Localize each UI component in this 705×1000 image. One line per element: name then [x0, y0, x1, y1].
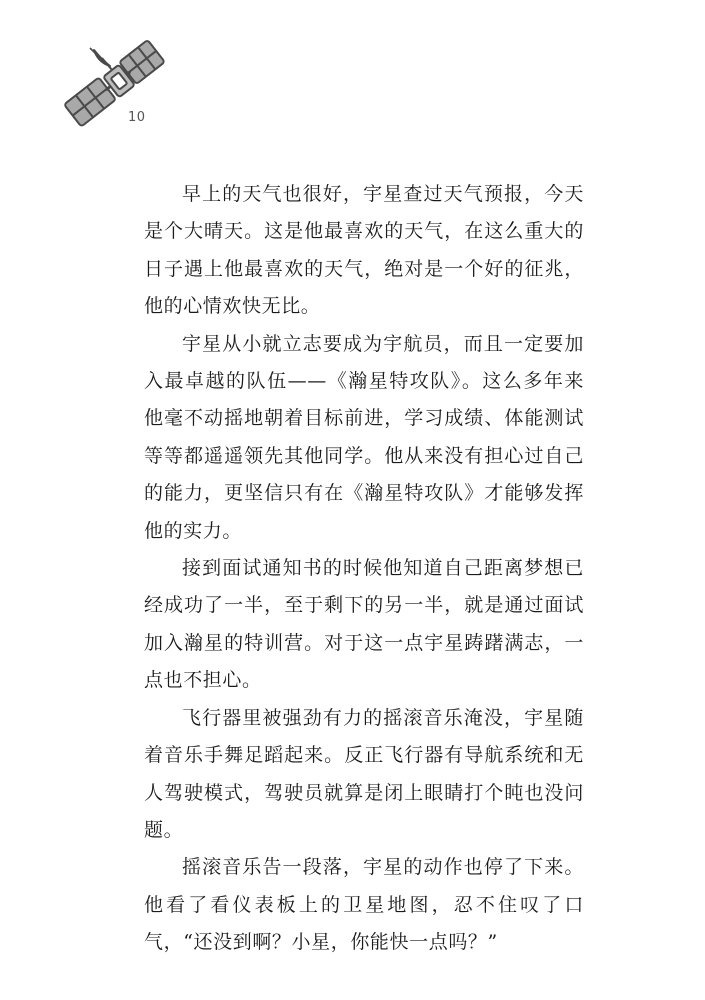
paragraph: 接到面试通知书的时候他知道自己距离梦想已经成功了一半，至于剩下的另一半，就是通过面试加入瀚星的特训营。对于这一点宇星踌躇满志，一点也不担心。: [144, 557, 584, 692]
page-header: [64, 38, 184, 138]
paragraph: 早上的天气也很好，宇星查过天气预报，今天是个大晴天。这是他最喜欢的天气，在这么重大的日子遇上他最喜欢的天气，绝对是一个好的征兆，他的心情欢快无比。: [144, 183, 584, 318]
satellite-icon: [64, 38, 174, 130]
paragraph: 摇滚音乐告一段落，宇星的动作也停了下来。他看了看仪表板上的卫星地图，忍不住叹了口气，“还没到啊？小星，你能快一点吗？”: [144, 856, 584, 954]
paragraph: 飞行器里被强劲有力的摇滚音乐淹没，宇星随着音乐手舞足蹈起来。反正飞行器有导航系统和无人驾驶模式，驾驶员就算是闭上眼睛打个盹也没问题。: [144, 706, 584, 841]
paragraph: 宇星从小就立志要成为宇航员，而且一定要加入最卓越的队伍——《瀚星特攻队》。这么多年来他毫不动摇地朝着目标前进，学习成绩、体能测试等等都遥遥领先其他同学。他从来没有担心过自己的能力，更坚信只有在《瀚星特攻队》才能够发挥他的实力。: [144, 332, 584, 542]
body-text: [144, 176, 584, 962]
page-number: 10: [128, 110, 146, 125]
